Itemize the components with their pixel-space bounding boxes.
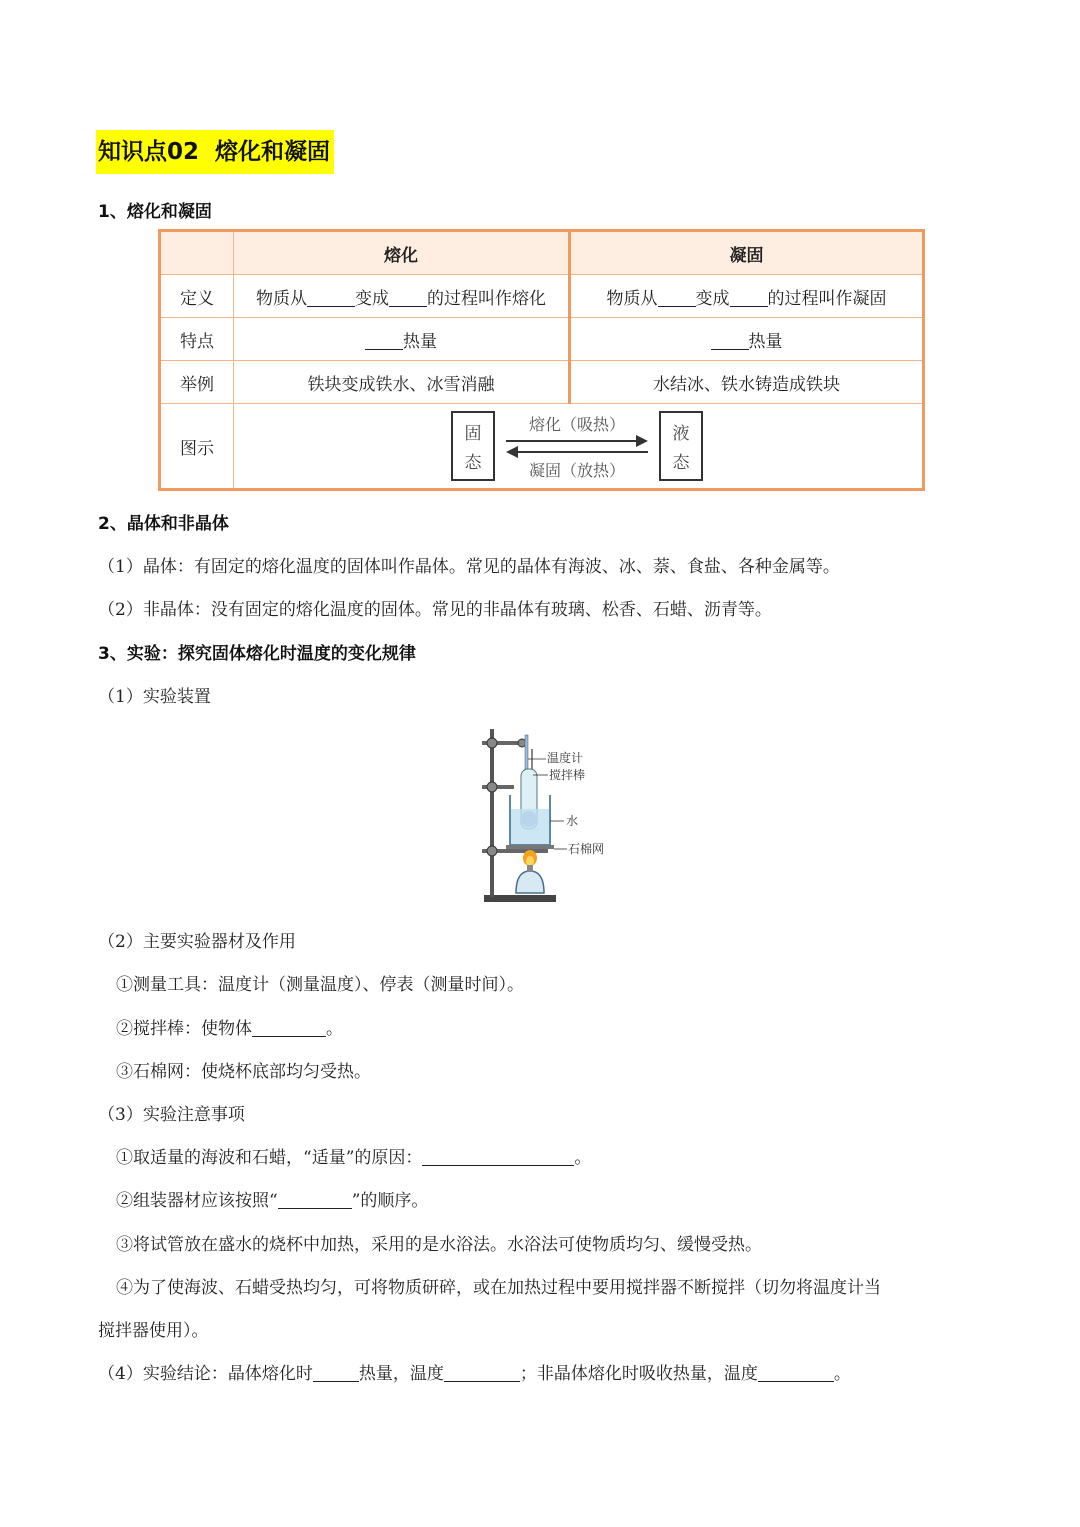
title-topic: 熔化和凝固 xyxy=(215,139,331,165)
equipment-item-1: ①测量工具：温度计（测量温度）、停表（测量时间）。 xyxy=(116,975,524,995)
note-4-line-1: ④为了使海波、石蜡受热均匀，可将物质研碎，或在加热过程中要用搅拌器不断搅拌（切勿将温度计当 xyxy=(116,1278,881,1298)
liquid-char-2: 态 xyxy=(672,453,690,473)
water xyxy=(511,809,549,844)
stand-rod xyxy=(490,729,494,897)
sub-notes: （3）实验注意事项 xyxy=(98,1105,245,1125)
gauze xyxy=(506,845,554,849)
equipment-item-2: ②搅拌棒：使物体 。 xyxy=(116,1019,343,1039)
solid-char-1: 固 xyxy=(464,424,482,444)
header-freezing: 凝固 xyxy=(570,231,924,275)
note-2: ②组装器材应该按照“ ”的顺序。 xyxy=(116,1191,429,1211)
conclusion: （4）实验结论：晶体熔化时 热量，温度 ；非晶体熔化时吸收热量，温度 。 xyxy=(98,1364,851,1384)
note-1: ①取适量的海波和石蜡，“适量”的原因： 。 xyxy=(116,1148,592,1168)
heading-2: 2、晶体和非晶体 xyxy=(98,514,229,534)
note-4-line-2: 搅拌器使用）。 xyxy=(98,1321,209,1341)
table-row xyxy=(160,361,924,404)
label-stirrer: 搅拌棒 xyxy=(549,768,586,782)
right-arrow-head xyxy=(636,435,648,447)
title-label: 知识点02 xyxy=(98,139,200,165)
row-label-example: 举例 xyxy=(160,361,234,404)
melting-label: 熔化（吸热） xyxy=(528,415,626,434)
sub-apparatus: （1）实验装置 xyxy=(98,687,211,707)
crystal-paragraph: （1）晶体：有固定的熔化温度的固体叫作晶体。常见的晶体有海波、冰、萘、食盐、各种金属等。 xyxy=(98,557,840,577)
table-row xyxy=(160,404,924,490)
melting-feature: 热量 xyxy=(234,318,570,361)
phase-change-diagram xyxy=(450,408,706,484)
label-water: 水 xyxy=(566,814,579,828)
equipment-item-3: ③石棉网：使烧杯底部均匀受热。 xyxy=(116,1062,371,1082)
label-gauze: 石棉网 xyxy=(568,842,605,856)
melting-example: 铁块变成铁水、冰雪消融 xyxy=(234,361,570,404)
experiment-apparatus xyxy=(478,725,628,907)
freezing-label: 凝固（放热） xyxy=(528,461,626,480)
header-empty xyxy=(160,231,234,275)
liquid-char-1: 液 xyxy=(672,424,690,444)
row-label-diagram: 图示 xyxy=(160,404,234,490)
freezing-example: 水结冰、铁水铸造成铁块 xyxy=(570,361,924,404)
phase-diagram-cell xyxy=(234,404,924,490)
table-row xyxy=(160,275,924,318)
freezing-definition: 物质从 变成 的过程叫作凝固 xyxy=(570,275,924,318)
label-thermometer: 温度计 xyxy=(547,751,584,765)
note-3: ③将试管放在盛水的烧杯中加热，采用的是水浴法。水浴法可使物质均匀、缓慢受热。 xyxy=(116,1235,762,1255)
amorphous-paragraph: （2）非晶体：没有固定的熔化温度的固体。常见的非晶体有玻璃、松香、石蜡、沥青等。 xyxy=(98,600,772,620)
row-label-feature: 特点 xyxy=(160,318,234,361)
left-arrow-head xyxy=(506,446,518,458)
row-label-definition: 定义 xyxy=(160,275,234,318)
solid-char-2: 态 xyxy=(464,453,482,473)
melting-definition: 物质从 变成 的过程叫作熔化 xyxy=(234,275,570,318)
header-melting: 熔化 xyxy=(234,231,570,275)
table-row xyxy=(160,318,924,361)
section-title xyxy=(96,130,334,174)
alcohol-lamp xyxy=(516,871,544,893)
freezing-feature: 热量 xyxy=(570,318,924,361)
heading-1: 1、熔化和凝固 xyxy=(98,202,212,222)
heading-3: 3、实验：探究固体熔化时温度的变化规律 xyxy=(98,644,416,664)
melting-freezing-table xyxy=(158,229,925,491)
stand-base xyxy=(484,895,556,902)
sub-equipment: （2）主要实验器材及作用 xyxy=(98,932,296,952)
